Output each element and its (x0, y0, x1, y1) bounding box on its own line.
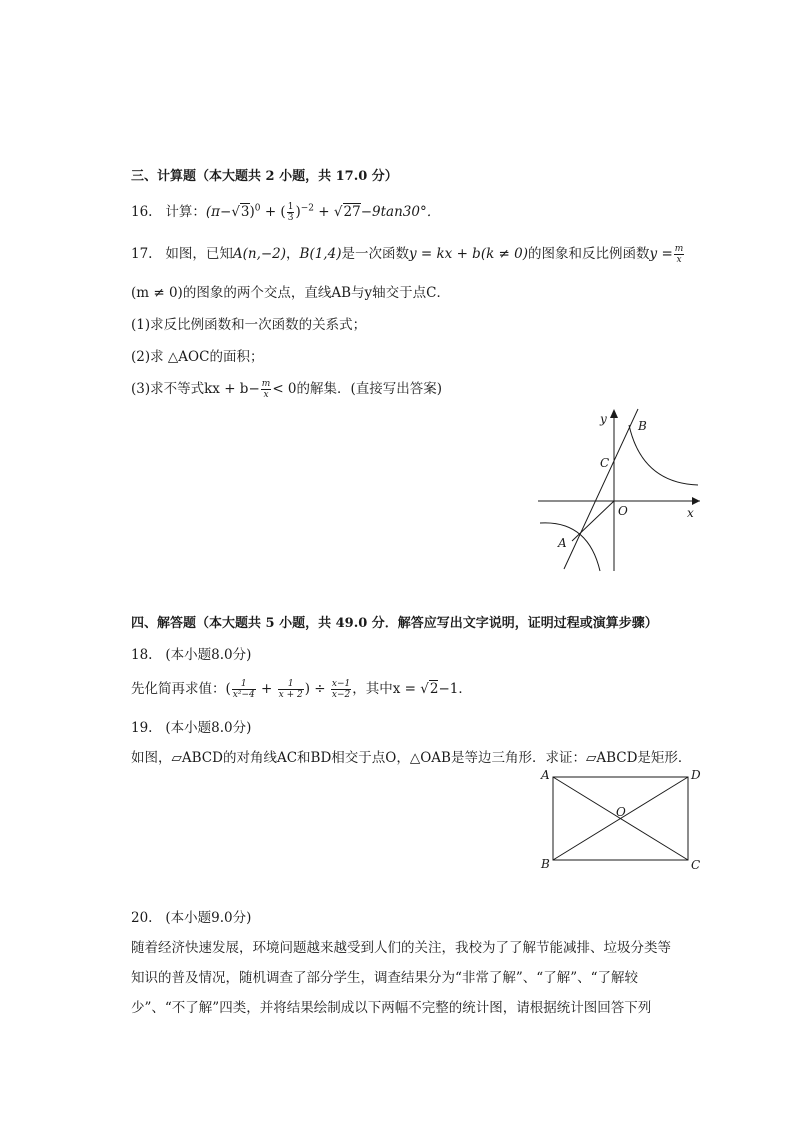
q18-score: (本小题8.0分) (165, 647, 252, 663)
q17-text: 如图，已知 (165, 246, 233, 262)
graph-label-y: y (600, 412, 607, 426)
question-20-line2: 知识的普及情况，随机调查了部分学生，调查结果分为“非常了解”、“了解”、“了解较 (131, 970, 639, 986)
q20-score: (本小题9.0分) (165, 910, 252, 926)
section-4-heading: 四、解答题（本大题共 5 小题，共 49.0 分．解答应写出文字说明，证明过程或演算步骤） (131, 616, 658, 631)
frac-den: x (263, 390, 269, 400)
fig-label-b: B (541, 857, 550, 871)
question-17-line1: 17. 如图，已知A(n,−2)，B(1,4)是一次函数y = kx + b(k ≠ 0)的图象和反比例函数y = $\frac{m}{x}$ (131, 244, 684, 265)
q19-number: 19. (131, 720, 153, 736)
graph-label-b: B (638, 419, 647, 433)
q18-rad2: 2 (429, 681, 439, 697)
q17-function-graph (530, 405, 710, 575)
question-18-header (131, 643, 251, 663)
q17-linear: y = kx + b(k ≠ 0) (408, 246, 529, 262)
q17-point-a: A(n,−2) (232, 246, 287, 262)
question-19-header (131, 716, 251, 736)
q17-part3-pre: (3)求不等式kx + b− (131, 381, 260, 397)
q20-number: 20. (131, 910, 153, 926)
fig-label-a: A (541, 768, 550, 782)
section-3-heading: 三、计算题（本大题共 2 小题，共 17.0 分） (131, 169, 398, 184)
hyperbola-branch-1 (629, 425, 698, 485)
q17-text-post: 的图象和反比例函数 (528, 246, 650, 262)
fig-label-d: D (691, 768, 701, 782)
x-axis-arrow (692, 497, 700, 505)
frac-den: x²−4 (232, 690, 255, 700)
q17-part3-post: < 0的解集．(直接写出答案) (272, 381, 443, 397)
q18-fraction-3 (331, 679, 351, 700)
frac-num: m (674, 244, 684, 254)
frac-den: x + 2 (278, 690, 303, 700)
frac-num: m (261, 379, 271, 389)
q16-exp-neg2: −2 (300, 203, 314, 214)
question-17-part1: (1)求反比例函数和一次函数的关系式； (131, 317, 367, 333)
q18-fraction-2 (278, 679, 304, 700)
y-axis-arrow (610, 409, 618, 418)
question-18-body: 先化简再求值：( $\frac{1}{\text{x²−4}}$ + $\frac{1}{x + 2}$ ) ÷ $\frac{x-1}{x-2}$ ，其中x = √2−1． (131, 679, 472, 700)
question-17-part2: (2)求 △AOC的面积； (131, 349, 264, 365)
q18-text-post: −1． (438, 681, 472, 697)
question-16: 16. 计算：$(\pi-√3)^0$ + ( $\frac{1}{3}$ )$^{-2}$ + √27−9tan30°． (131, 202, 441, 223)
q19-score: (本小题8.0分) (165, 720, 252, 736)
frac-den: x−2 (331, 690, 351, 700)
fraction-m-over-x (674, 244, 685, 265)
q18-number: 18. (131, 647, 153, 663)
q16-expr-end: −9tan30°． (360, 204, 441, 220)
sqrt-symbol: √ (231, 204, 240, 220)
question-20-header (131, 906, 251, 926)
q17-point-b: B(1,4) (299, 246, 342, 262)
question-20-line1: 随着经济快速发展，环境问题越来越受到人们的关注，我校为了了解节能减排、垃圾分类等 (131, 940, 671, 956)
q16-exp0: 0 (254, 203, 261, 214)
q16-label: 计算： (165, 204, 206, 220)
fraction-m-over-x-2 (261, 379, 272, 400)
q16-rad3: 3 (240, 204, 250, 220)
question-17-part3 (131, 377, 442, 400)
graph-label-a: A (558, 536, 567, 550)
sqrt-symbol: √ (333, 204, 343, 220)
hyperbola-branch-2 (540, 523, 600, 571)
graph-label-c: C (600, 456, 610, 470)
frac-den: x (676, 255, 682, 265)
fig-label-c: C (691, 858, 701, 872)
q18-text-pre: 先化简再求值：( (131, 681, 231, 697)
q17-inverse-y: y = (649, 246, 673, 262)
q19-rectangle-figure (535, 765, 705, 877)
q16-expr-start: (π− (205, 204, 232, 220)
q18-text-mid: ，其中x = (352, 681, 421, 697)
q17-number: 17. (131, 246, 153, 262)
graph-label-x: x (687, 506, 694, 520)
frac-num: 1 (232, 679, 256, 690)
question-20-line3: 少”、“不了解”四类，并将结果绘制成以下两幅不完整的统计图，请根据统计图回答下列 (131, 1000, 652, 1016)
question-17-line2: (m ≠ 0)的图象的两个交点，直线AB与y轴交于点C． (131, 285, 450, 301)
frac-num: 1 (278, 679, 304, 690)
fig-label-o: O (616, 805, 626, 819)
graph-label-o: O (618, 504, 628, 518)
sqrt-symbol: √ (420, 681, 429, 697)
q18-fraction-1 (232, 679, 256, 700)
fraction-one-third: $\frac{1}{3}$ (287, 202, 294, 223)
q16-number: 16. (131, 204, 153, 220)
frac-num: x−1 (331, 679, 351, 689)
q16-rad27: 27 (343, 204, 361, 220)
q17-text-mid: 是一次函数 (341, 246, 409, 262)
question-19-body: 如图，▱ABCD的对角线AC和BD相交于点O，△OAB是等边三角形．求证：▱ABCD是矩形． (131, 750, 692, 766)
line-ab (564, 409, 638, 569)
